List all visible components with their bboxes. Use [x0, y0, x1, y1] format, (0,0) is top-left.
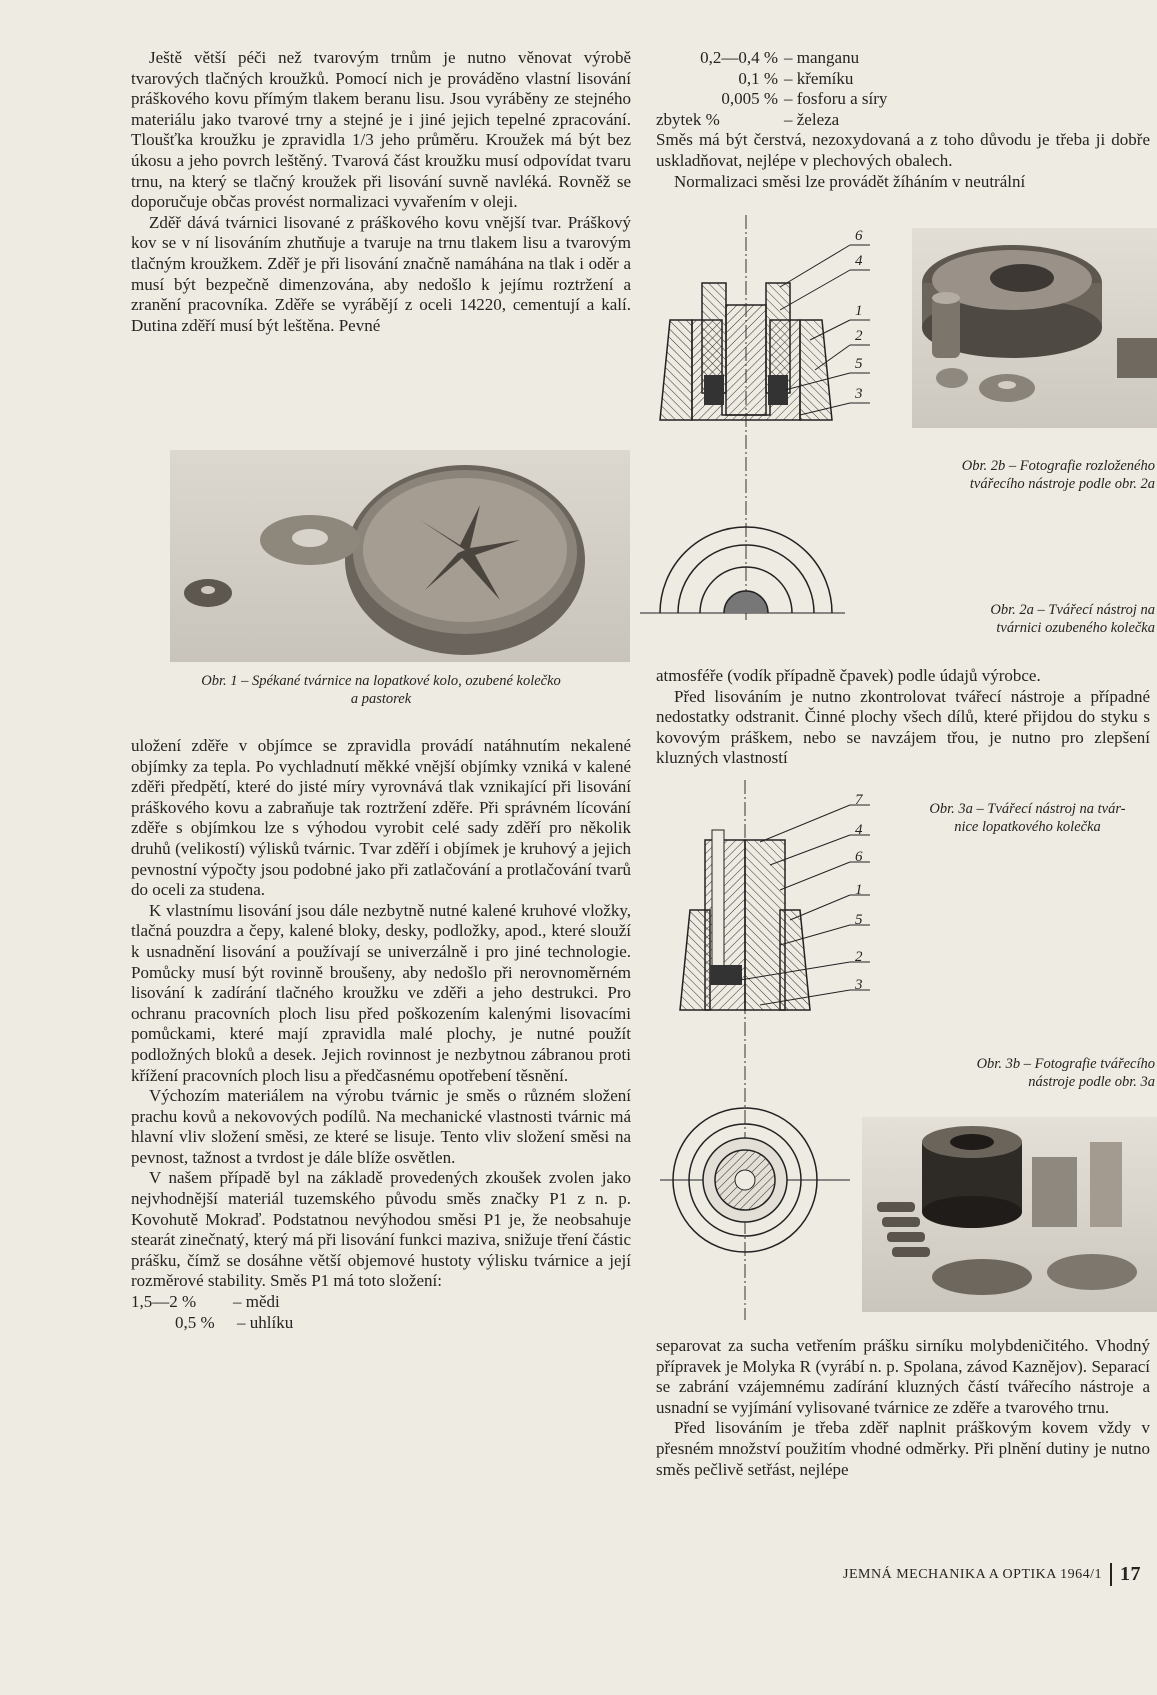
- paragraph: Před lisováním je nutno zkontrolovat tvářecí nástroje a případné nedostatky odstranit. Činné plochy všech dílů, které přijdou do styku s kovovým práškem, nebo se navzájem třou, je nutno pro zlepšení kluzných vlastností: [656, 686, 1150, 768]
- paragraph: K vlastnímu lisování jsou dále nezbytně nutné kalené kruhové vložky, tlačná pouzdra a čepy, kalené bloky, desky, podložky, apod., které slouží k usnadnění lisování a používají se univerzálně i pro jiné technologie. Pomůcky musí být rovinně broušeny, aby nedošlo při nerovnoměrném lisování k zadírání tlačného kroužku ve zděři a jeho destrukci. Pro ochranu pracovních ploch lisu před poškozením kalenými lisovacími pomůckami, které mají zpravidla malé plochy, je nutné použít podložných bloků a desek. Jejich rovinnost je nezbytnou zábranou proti křížení pracovních ploch lisu a předčasnému opotřebení těsnění.: [131, 900, 631, 1085]
- figure-3b-image: [862, 1117, 1157, 1312]
- left-column-bottom: [131, 736, 631, 1333]
- paragraph: Před lisováním je třeba zděř naplnit práškovým kovem vždy v přesném množství použitím vhodné odměrky. Při plnění dutiny je nutno směs pečlivě setřást, nejlépe: [656, 1418, 1150, 1479]
- figure-3b-caption: Obr. 3b – Fotografie tvářecího nástroje podle obr. 3a: [976, 1056, 1155, 1090]
- figure-2b-caption: Obr. 2b – Fotografie rozloženého tvářecího nástroje podle obr. 2a: [961, 458, 1155, 492]
- figure-2b-image: [912, 228, 1157, 428]
- fig3a-label: 1: [855, 882, 863, 898]
- figure-2a-caption: Obr. 2a – Tvářecí nástroj na tvárnici ozubeného kolečka: [990, 602, 1155, 636]
- composition-row: zbytek % – železa: [656, 109, 840, 129]
- composition-row: 0,5 % – uhlíku: [175, 1312, 294, 1332]
- paragraph: uložení zděře v objímce se zpravidla provádí natáhnutím nekalené objímky za tepla. Po vychladnutí měkké vnější objímky vzniká v kalené zděři předpětí, které do jisté míry vyrovnává tlak vznikající při lisování práškového kovu a zabraňuje tak roztržení zděře. Při správném lícování zděře s objímkou lze s výhodou vyrobit celé sady zděří pro několik druhů (velikostí) výlisků tvárnic. Tvar zděří i objímek je kruhový a jejich pevnostní výpočty jsou podobné jako při zatlačování a protlačování tvarů do oceli za studena.: [131, 736, 631, 900]
- figure-3a-caption: Obr. 3a – Tvářecí nástroj na tvár- nice lopatkového kolečka: [929, 801, 1126, 835]
- paragraph: separovat za sucha vetřením prášku sirníku molybdeničitého. Vhodný přípravek je Molyka R (vyrábí n. p. Spolana, závod Kaznějov). Separací se zabrání vzájemnému zadírání kluzných částí tvářecího nástroje a usnadní se vyjímání vylisované tvárnice ze zděře a tvarového trnu.: [656, 1336, 1150, 1417]
- figure-1-caption: Obr. 1 – Spékané tvárnice na lopatkové kolo, ozubené kolečko a pastorek: [201, 673, 561, 707]
- right-column-middle: [656, 666, 1150, 769]
- composition-row: 0,005 % – fosforu a síry: [721, 89, 888, 109]
- fig3a-label: 5: [855, 912, 863, 928]
- paragraph: Ještě větší péči než tvarovým trnům je nutno věnovat výrobě tvarových tlačných kroužků. Pomocí nich je prováděno vlastní lisování práškového kovu přímým tlakem beranu lisu. Jsou vyráběny ze stejného materiálu jako tvarové trny a stejné je i jiné jejich tepelné zpracování. Tloušťka kroužku je zpravidla 1/3 jeho průměru. Kroužek má být bez úkosu a jeho povrch leštěný. Tvarová část kroužku musí odpovídat tvaru trnu, na který se tlačný kroužek při lisování suvně navléká. Rovněž se doporučuje občas provést normalizaci vyvařením v oleji.: [131, 48, 631, 212]
- journal-name: JEMNÁ MECHANIKA A OPTIKA 1964/1: [843, 1566, 1102, 1582]
- right-column-top: [656, 48, 1150, 192]
- fig2a-label: 6: [855, 228, 863, 244]
- paragraph: Výchozím materiálem na výrobu tvárnic je směs o různém složení prachu kovů a nekovových podílů. Na mechanické vlastnosti tvárnic má hlavní vliv složení směsi, ze které se lisuje. Tento vliv složení směsi na pevnost, tažnost a tvrdost je dále blíže osvětlen.: [131, 1086, 631, 1167]
- figure-3b-photo: [862, 1117, 1157, 1312]
- figure-1-photo: [170, 450, 630, 662]
- fig2a-label: 1: [855, 303, 863, 319]
- paragraph: Normalizaci směsi lze provádět žíháním v neutrální: [674, 171, 1026, 191]
- page-footer: [843, 1563, 1141, 1586]
- fig2a-label: 4: [855, 253, 863, 269]
- fig3a-label: 7: [855, 792, 863, 808]
- paragraph: atmosféře (vodík případně čpavek) podle údajů výrobce.: [656, 666, 1041, 685]
- fig3a-label: 4: [855, 822, 863, 838]
- composition-row: 0,2—0,4 % – manganu: [700, 48, 860, 67]
- paragraph: Směs má být čerstvá, nezoxydovaná a z toho důvodu je třeba ji dobře uskladňovat, nejlépe v plechových obalech.: [656, 130, 1150, 170]
- figure-1-image: [170, 450, 630, 662]
- composition-row: 0,1 % – křemíku: [738, 68, 854, 88]
- right-column-bottom: [656, 1336, 1150, 1480]
- paragraph: V našem případě byl na základě provedených zkoušek zvolen jako nejvhodnější materiál tuzemského původu směs značky P1 z n. p. Kovohutě Mokraď. Podstatnou nevýhodou směsi P1 je, že neobsahuje stearát zinečnatý, který má při lisování funkci maziva, snižuje tření částic prášku, čímž se dosáhne větší objemové hustoty výlisku tvárnice a její rozměrové stability. Směs P1 má toto složení:: [131, 1168, 631, 1291]
- fig3a-label: 6: [855, 849, 863, 865]
- fig2a-label: 5: [855, 356, 863, 372]
- fig2a-label: 2: [855, 328, 863, 344]
- page-number: 17: [1110, 1563, 1141, 1586]
- left-column-top: [131, 48, 631, 336]
- figure-2a-drawing: [640, 215, 890, 620]
- figure-2b-photo: [912, 228, 1157, 428]
- paragraph: Zděř dává tvárnici lisované z práškového kovu vnější tvar. Práškový kov se v ní lisováním zhutňuje a tvaruje na trnu tlakem lisu a tvarovým tlačným kroužkem. Zděř je při lisování značně namáhána na tlak i oděr a musí být bezpečně dimenzována, aby nedošlo k jejímu roztržení a zranění pracovníka. Zděře se vyrábějí z oceli 14220, cementují a kalí. Dutina zděří musí být leštěna. Pevné: [131, 212, 631, 335]
- fig2a-label: 3: [855, 386, 863, 402]
- fig3a-label: 2: [855, 949, 863, 965]
- fig3a-label: 3: [855, 977, 863, 993]
- composition-row: 1,5—2 % – mědi: [131, 1292, 280, 1312]
